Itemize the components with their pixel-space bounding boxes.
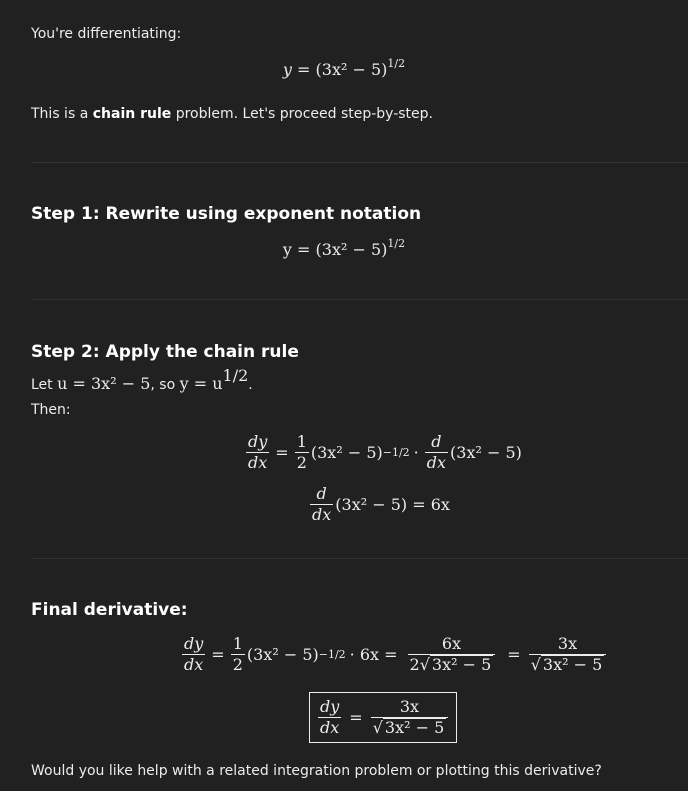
note-pre: This is a (31, 106, 93, 122)
sqrt-expr: √ 3x² − 5 (372, 718, 445, 737)
note-bold: chain rule (92, 106, 172, 122)
eq-sign: = (297, 60, 311, 79)
final-chain-expr: (3x² − 5) (246, 645, 319, 664)
dx: dx (312, 505, 332, 524)
half-num: 1 (232, 634, 243, 653)
half-den: 2 (232, 655, 243, 674)
eq-body: (3x² − 5) (315, 60, 388, 79)
let-y: y = u (179, 374, 223, 393)
frac1-num: 6x (408, 634, 496, 655)
radicand: 3x² − 5 (431, 655, 492, 674)
equation-main (0, 57, 688, 79)
sqrt-expr: √ 3x² − 5 (419, 655, 492, 674)
step1-equation (0, 237, 688, 259)
dy-dx-fraction (318, 697, 341, 738)
final-derivative-equation: $\frac{dy}{dx}$ = $\frac{1}{2}$ (3x² − 5) −1/2 · 6x = $\frac{6x}{\text{2√ 3x² − 5}}$ = $\frac{3x}{\text{√ 3x² − 5}}$ (180, 634, 608, 675)
answer-num: 3x (371, 697, 449, 718)
dy-dx-fraction (246, 432, 269, 473)
dot-operator: · (413, 443, 419, 462)
answer-fraction (371, 697, 449, 738)
half-fraction (295, 432, 309, 473)
dy: dy (248, 432, 268, 451)
answer-box: $\frac{dy}{dx}$ = $\frac{3x}{\text{√ 3x² − 5}}$ (309, 692, 457, 743)
inner-deriv-result: (3x² − 5) = 6x (335, 495, 450, 514)
half-num: 1 (296, 432, 307, 451)
radicand: 3x² − 5 (542, 655, 603, 674)
closing-question: Would you like help with a related integration problem or plotting this derivative? (31, 763, 602, 779)
divider (31, 558, 688, 559)
d: d (310, 484, 333, 505)
intermediate-fraction (408, 634, 496, 675)
inner-expr-2: (3x² − 5) (450, 443, 522, 462)
dx: dx (320, 718, 340, 737)
inner-derivative-equation (308, 484, 450, 525)
final-heading: Final derivative: (31, 600, 188, 620)
let-exp: 1/2 (222, 366, 249, 385)
sqrt-expr: √ 3x² − 5 (530, 655, 603, 674)
d: d (425, 432, 448, 453)
chain-rule-note (31, 104, 433, 124)
simplified-fraction (529, 634, 607, 675)
inner-expr: (3x² − 5) (310, 443, 383, 462)
let-u: u = 3x² − 5 (57, 374, 151, 393)
dx: dx (184, 655, 204, 674)
note-post: problem. Let's proceed step-by-step. (171, 106, 433, 122)
d-dx-fraction (425, 432, 448, 473)
half-den: 2 (296, 453, 307, 472)
step2-heading: Step 2: Apply the chain rule (31, 342, 299, 362)
divider (31, 162, 688, 163)
radicand: 3x² − 5 (384, 718, 445, 737)
final-times: · 6x = (349, 645, 398, 664)
answer-den (371, 718, 449, 738)
half-fraction (231, 634, 245, 675)
frac1-den (408, 655, 496, 675)
frac2-num: 3x (529, 634, 607, 655)
step2-let-line (31, 366, 253, 395)
let-mid: , so (150, 377, 180, 393)
dy-dx-fraction (182, 634, 205, 675)
frac2-den (529, 655, 607, 675)
eq-exponent: 1/2 (387, 57, 406, 70)
let-pre: Let (31, 377, 58, 393)
chain-rule-equation: $\frac{dy}{dx}$ = $\frac{1}{2}$ (3x² − 5) −1/2 · $\frac{d}{dx}$ (3x² − 5) (248, 432, 522, 472)
eq-lhs: y (282, 60, 292, 79)
step2-then: Then: (31, 402, 71, 418)
step1-eq-text: y = (3x² − 5) (282, 240, 388, 259)
divider (31, 299, 688, 300)
dx: dx (426, 453, 447, 472)
dy: dy (320, 697, 340, 716)
frac1-den-coef: 2 (409, 655, 420, 674)
dx: dx (248, 453, 268, 472)
intro-text: You're differentiating: (31, 26, 182, 42)
let-end: . (248, 377, 253, 393)
dy: dy (184, 634, 204, 653)
step1-heading: Step 1: Rewrite using exponent notation (31, 204, 422, 224)
boxed-answer (309, 692, 457, 743)
d-dx-fraction (310, 484, 333, 525)
step1-eq-exponent: 1/2 (387, 237, 406, 250)
